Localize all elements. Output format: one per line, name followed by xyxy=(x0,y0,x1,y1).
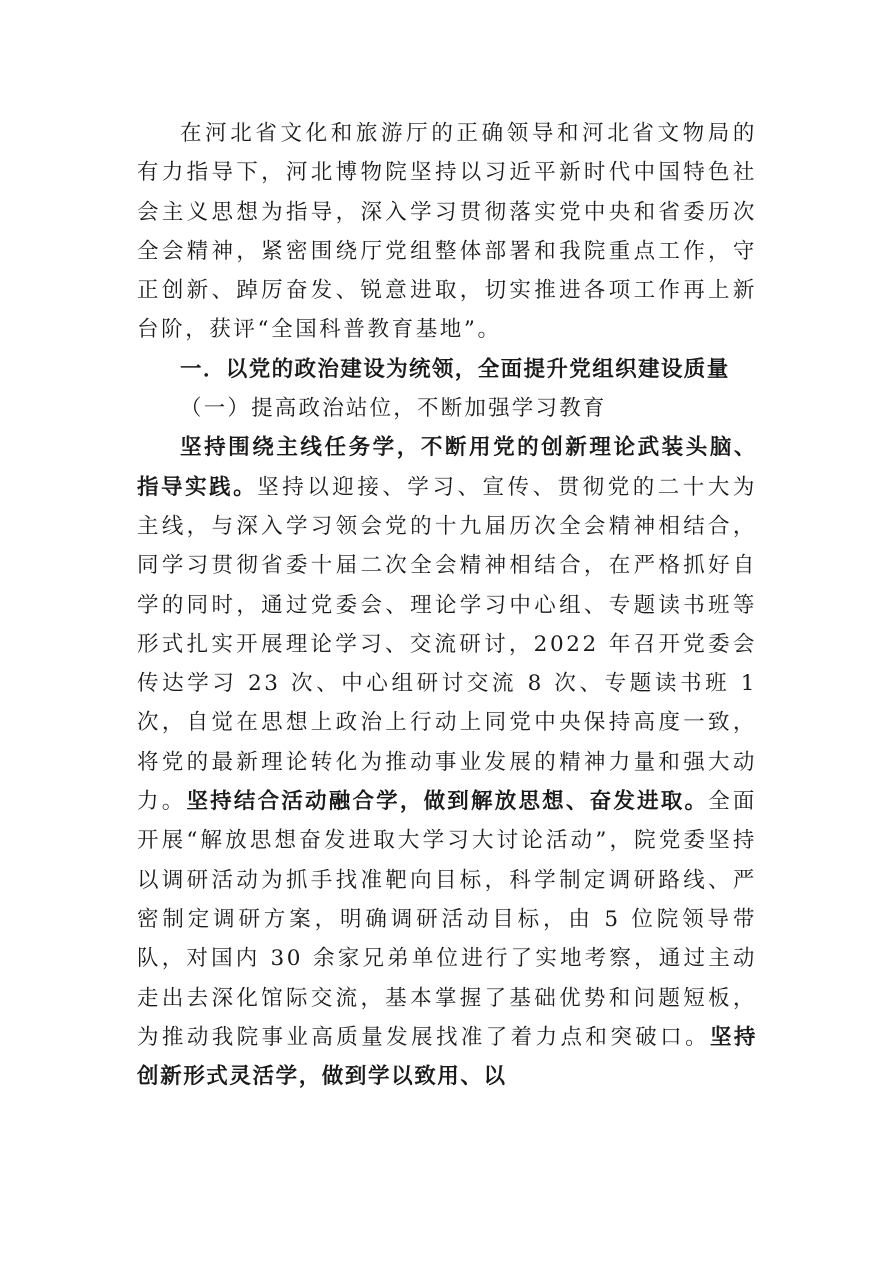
lead-sentence-2: 坚持结合活动融合学，做到解放思想、奋发进取。 xyxy=(186,789,709,815)
body-paragraph xyxy=(137,428,757,1096)
lead-sentence-3: 坚持创新形式灵活学，做到学以致用、以 xyxy=(137,1024,757,1090)
lead-sentence-1: 坚持围绕主线任务学，不断用党的创新理论武装头脑、指导实践。 xyxy=(137,435,757,500)
intro-paragraph: 在河北省文化和旅游厅的正确领导和河北省文物局的有力指导下，河北博物院坚持以习近平新时代中国特色社会主义思想为指导，深入学习贯彻落实党中央和省委历次全会精神，紧密围绕厅党组整体部署和我院重点工作，守正创新、踔厉奋发、锐意进取，切实推进各项工作再上新台阶，获评“全国科普教育基地”。 xyxy=(137,121,757,343)
section-heading: 一．以党的政治建设为统领，全面提升党组织建设质量 xyxy=(180,356,730,382)
document-page xyxy=(137,114,757,1096)
subsection-heading: （一）提高政治站位，不断加强学习教育 xyxy=(180,396,607,422)
body-text-1: 坚持以迎接、学习、宣传、贯彻党的二十大为主线，与深入学习领会党的十九届历次全会精神相结合，同学习贯彻省委十届二次全会精神相结合，在严格抓好自学的同时，通过党委会、理论学习中心组、专题读书班等形式扎实开展理论学习、交流研讨，2022 年召开党委会传达学习 23 次、中心组研讨交流 8 次、专题读书班 1 次，自觉在思想上政治上行动上同党中央保持高度一致，将党的最新理论转化为推动事业发展的精神力量和强大动力。 xyxy=(137,474,757,815)
body-text-2: 全面开展“解放思想奋发进取大学习大讨论活动”，院党委坚持以调研活动为抓手找准靶向目标，科学制定调研路线、严密制定调研方案，明确调研活动目标，由 5 位院领导带队，对国内 30 余家兄弟单位进行了实地考察，通过主动走出去深化馆际交流，基本掌握了基础优势和问题短板，为推动我院事业高质量发展找准了着力点和突破口。 xyxy=(137,789,758,1050)
